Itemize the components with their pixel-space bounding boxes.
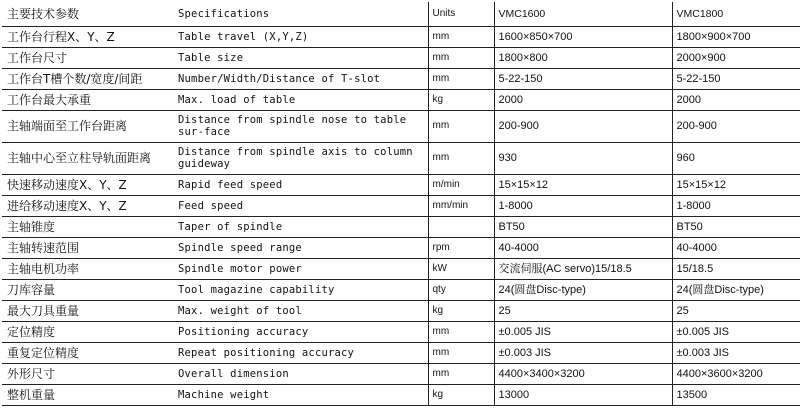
unit-cell: kg [428, 384, 494, 405]
param-en-cell: Positioning accuracy [174, 321, 428, 342]
model-a-value-cell: 25 [494, 300, 672, 321]
param-en-cell: Taper of spindle [174, 216, 428, 237]
param-cn-cell: 工作台最大承重 [2, 89, 174, 110]
table-row [2, 237, 800, 258]
param-cn-cell: 主轴转速范围 [2, 237, 174, 258]
unit-cell: mm [428, 321, 494, 342]
spec-table [2, 2, 800, 406]
param-en-cell: Spindle speed range [174, 237, 428, 258]
table-row [2, 89, 800, 110]
header-model-b: VMC1800 [672, 2, 800, 26]
param-cn-cell: 主轴电机功率 [2, 258, 174, 279]
model-a-value-cell: 40-4000 [494, 237, 672, 258]
param-en-cell: Distance from spindle nose to table sur-face [174, 110, 428, 142]
table-row [2, 258, 800, 279]
model-b-value-cell: ±0.003 JIS [672, 342, 800, 363]
model-a-value-cell: 200-900 [494, 110, 672, 142]
model-b-value-cell: 4400×3600×3200 [672, 363, 800, 384]
table-header-row [2, 2, 800, 26]
param-en-cell: Spindle motor power [174, 258, 428, 279]
header-param-cn: 主要技术参数 [2, 2, 174, 26]
param-cn-cell: 最大刀具重量 [2, 300, 174, 321]
unit-cell: mm [428, 342, 494, 363]
header-model-a: VMC1600 [494, 2, 672, 26]
unit-cell [428, 216, 494, 237]
model-a-value-cell: 1600×850×700 [494, 26, 672, 47]
table-row [2, 342, 800, 363]
model-a-value-cell: 1800×800 [494, 47, 672, 68]
param-cn-cell: 重复定位精度 [2, 342, 174, 363]
param-en-cell: Machine weight [174, 384, 428, 405]
header-units: Units [428, 2, 494, 26]
table-row [2, 216, 800, 237]
table-row [2, 363, 800, 384]
param-en-cell: Number/Width/Distance of T-slot [174, 68, 428, 89]
table-row [2, 142, 800, 174]
param-en-cell: Overall dimension [174, 363, 428, 384]
model-b-value-cell: 200-900 [672, 110, 800, 142]
model-b-value-cell: 15/18.5 [672, 258, 800, 279]
unit-cell: mm [428, 47, 494, 68]
param-cn-cell: 工作台尺寸 [2, 47, 174, 68]
model-a-value-cell: 15×15×12 [494, 174, 672, 195]
param-cn-cell: 外形尺寸 [2, 363, 174, 384]
model-b-value-cell: ±0.005 JIS [672, 321, 800, 342]
table-row [2, 195, 800, 216]
param-en-cell: Table size [174, 47, 428, 68]
model-a-value-cell: 2000 [494, 89, 672, 110]
param-cn-cell: 主轴端面至工作台距离 [2, 110, 174, 142]
table-row [2, 110, 800, 142]
unit-cell: kW [428, 258, 494, 279]
model-a-value-cell: 24(圆盘Disc-type) [494, 279, 672, 300]
unit-cell: mm [428, 363, 494, 384]
param-cn-cell: 快速移动速度X、Y、Z [2, 174, 174, 195]
param-en-cell: Table travel (X,Y,Z) [174, 26, 428, 47]
param-cn-cell: 主轴中心至立柱导轨面距离 [2, 142, 174, 174]
model-a-value-cell: 交流伺服(AC servo)15/18.5 [494, 258, 672, 279]
param-en-cell: Max. load of table [174, 89, 428, 110]
table-row [2, 321, 800, 342]
unit-cell: kg [428, 89, 494, 110]
header-param-en: Specifications [174, 2, 428, 26]
model-b-value-cell: 15×15×12 [672, 174, 800, 195]
param-en-cell: Tool magazine capability [174, 279, 428, 300]
unit-cell: m/min [428, 174, 494, 195]
unit-cell: rpm [428, 237, 494, 258]
table-row [2, 279, 800, 300]
model-b-value-cell: 24(圆盘Disc-type) [672, 279, 800, 300]
model-a-value-cell: ±0.003 JIS [494, 342, 672, 363]
param-cn-cell: 整机重量 [2, 384, 174, 405]
param-en-cell: Feed speed [174, 195, 428, 216]
spec-table-body [2, 2, 800, 405]
unit-cell: kg [428, 300, 494, 321]
param-cn-cell: 刀库容量 [2, 279, 174, 300]
model-a-value-cell: 930 [494, 142, 672, 174]
param-cn-cell: 工作台行程X、Y、Z [2, 26, 174, 47]
table-row [2, 384, 800, 405]
param-cn-cell: 定位精度 [2, 321, 174, 342]
model-a-value-cell: 4400×3400×3200 [494, 363, 672, 384]
param-cn-cell: 工作台T槽个数/宽度/间距 [2, 68, 174, 89]
model-a-value-cell: BT50 [494, 216, 672, 237]
table-row [2, 47, 800, 68]
model-b-value-cell: 13500 [672, 384, 800, 405]
unit-cell: qty [428, 279, 494, 300]
model-a-value-cell: 1-8000 [494, 195, 672, 216]
model-a-value-cell: 13000 [494, 384, 672, 405]
model-a-value-cell: 5-22-150 [494, 68, 672, 89]
param-en-cell: Max. weight of tool [174, 300, 428, 321]
model-a-value-cell: ±0.005 JIS [494, 321, 672, 342]
unit-cell: mm [428, 110, 494, 142]
unit-cell: mm [428, 142, 494, 174]
unit-cell: mm [428, 68, 494, 89]
param-en-cell: Repeat positioning accuracy [174, 342, 428, 363]
table-row [2, 300, 800, 321]
model-b-value-cell: 40-4000 [672, 237, 800, 258]
model-b-value-cell: 1-8000 [672, 195, 800, 216]
model-b-value-cell: BT50 [672, 216, 800, 237]
unit-cell: mm/min [428, 195, 494, 216]
param-cn-cell: 主轴锥度 [2, 216, 174, 237]
model-b-value-cell: 2000×900 [672, 47, 800, 68]
model-b-value-cell: 960 [672, 142, 800, 174]
model-b-value-cell: 5-22-150 [672, 68, 800, 89]
model-b-value-cell: 25 [672, 300, 800, 321]
table-row [2, 26, 800, 47]
unit-cell: mm [428, 26, 494, 47]
param-cn-cell: 进给移动速度X、Y、Z [2, 195, 174, 216]
param-en-cell: Rapid feed speed [174, 174, 428, 195]
param-en-cell: Distance from spindle axis to column guideway [174, 142, 428, 174]
table-row [2, 68, 800, 89]
model-b-value-cell: 1800×900×700 [672, 26, 800, 47]
model-b-value-cell: 2000 [672, 89, 800, 110]
table-row [2, 174, 800, 195]
